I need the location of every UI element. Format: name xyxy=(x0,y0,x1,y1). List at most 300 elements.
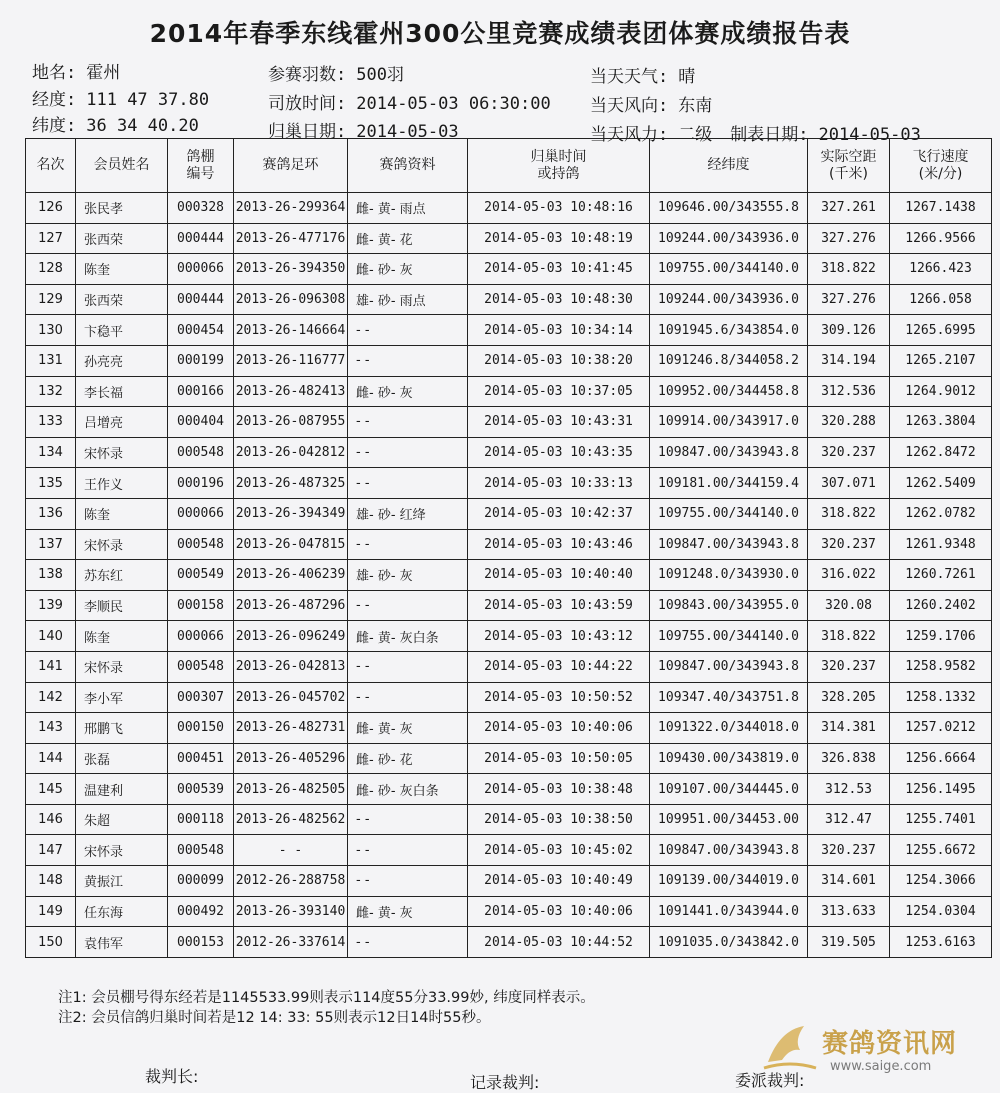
cell-member-name: 李顺民 xyxy=(76,590,168,621)
cell-ring-no: 2013-26-116777 xyxy=(234,345,348,376)
cell-rank: 136 xyxy=(26,498,76,529)
cell-coordinates: 109755.00/344140.0 xyxy=(650,498,808,529)
cell-member-name: 陈奎 xyxy=(76,621,168,652)
wind-direction-label: 当天风向: xyxy=(590,96,669,116)
cell-distance: 312.536 xyxy=(808,376,890,407)
cell-distance: 327.276 xyxy=(808,284,890,315)
cell-distance: 318.822 xyxy=(808,498,890,529)
cell-distance: 314.601 xyxy=(808,866,890,897)
cell-ring-no: - - xyxy=(234,835,348,866)
cell-return-time: 2014-05-03 10:40:06 xyxy=(468,713,650,744)
cell-distance: 307.071 xyxy=(808,468,890,499)
cell-ring-no: 2012-26-288758 xyxy=(234,866,348,897)
cell-bird-info: 雌- 黄- 灰 xyxy=(348,713,468,744)
cell-speed: 1266.058 xyxy=(890,284,992,315)
longitude-label: 经度: xyxy=(32,90,77,110)
cell-coordinates: 109646.00/343555.8 xyxy=(650,193,808,224)
cell-speed: 1261.9348 xyxy=(890,529,992,560)
cell-loft-no: 000099 xyxy=(168,866,234,897)
release-label: 司放时间: xyxy=(268,94,347,114)
cell-coordinates: 1091246.8/344058.2 xyxy=(650,345,808,376)
watermark-url: www.saige.com xyxy=(830,1059,932,1074)
cell-rank: 149 xyxy=(26,896,76,927)
cell-ring-no: 2012-26-337614 xyxy=(234,927,348,958)
table-row xyxy=(26,345,992,376)
cell-member-name: 宋怀录 xyxy=(76,835,168,866)
cell-coordinates: 1091248.0/343930.0 xyxy=(650,560,808,591)
watermark-text: 赛鸽资讯网 xyxy=(822,1029,958,1059)
cell-return-time: 2014-05-03 10:48:30 xyxy=(468,284,650,315)
cell-distance: 328.205 xyxy=(808,682,890,713)
cell-bird-info: 雄- 砂- 灰 xyxy=(348,560,468,591)
cell-speed: 1263.3804 xyxy=(890,407,992,438)
cell-loft-no: 000454 xyxy=(168,315,234,346)
cell-bird-info: - - xyxy=(348,866,468,897)
cell-bird-info: 雌- 黄- 花 xyxy=(348,223,468,254)
cell-return-time: 2014-05-03 10:34:14 xyxy=(468,315,650,346)
cell-rank: 137 xyxy=(26,529,76,560)
cell-ring-no: 2013-26-394349 xyxy=(234,498,348,529)
cell-coordinates: 109139.00/344019.0 xyxy=(650,866,808,897)
chief-judge-signature: 裁判长: xyxy=(145,1067,199,1086)
cell-ring-no: 2013-26-394350 xyxy=(234,254,348,285)
cell-coordinates: 109951.00/34453.00 xyxy=(650,804,808,835)
cell-loft-no: 000196 xyxy=(168,468,234,499)
cell-loft-no: 000492 xyxy=(168,896,234,927)
table-row xyxy=(26,835,992,866)
cell-rank: 140 xyxy=(26,621,76,652)
cell-return-time: 2014-05-03 10:44:52 xyxy=(468,927,650,958)
table-row xyxy=(26,804,992,835)
wind-force-label: 当天风力: xyxy=(590,125,669,145)
table-row xyxy=(26,498,992,529)
cell-rank: 150 xyxy=(26,927,76,958)
cell-ring-no: 2013-26-045702 xyxy=(234,682,348,713)
cell-return-time: 2014-05-03 10:41:45 xyxy=(468,254,650,285)
cell-bird-info: 雄- 砂- 雨点 xyxy=(348,284,468,315)
table-header-row xyxy=(26,139,992,193)
cell-coordinates: 109914.00/343917.0 xyxy=(650,407,808,438)
cell-return-time: 2014-05-03 10:43:59 xyxy=(468,590,650,621)
cell-distance: 312.47 xyxy=(808,804,890,835)
cell-member-name: 温建利 xyxy=(76,774,168,805)
cell-member-name: 宋怀录 xyxy=(76,437,168,468)
cell-rank: 143 xyxy=(26,713,76,744)
cell-loft-no: 000539 xyxy=(168,774,234,805)
watermark xyxy=(760,1015,990,1085)
cell-speed: 1262.0782 xyxy=(890,498,992,529)
weather-info xyxy=(590,62,695,87)
cell-member-name: 宋怀录 xyxy=(76,529,168,560)
cell-distance: 320.237 xyxy=(808,651,890,682)
cell-coordinates: 109107.00/344445.0 xyxy=(650,774,808,805)
cell-member-name: 张磊 xyxy=(76,743,168,774)
cell-loft-no: 000066 xyxy=(168,254,234,285)
longitude-value: 111 47 37.80 xyxy=(86,90,210,110)
table-row xyxy=(26,284,992,315)
cell-loft-no: 000548 xyxy=(168,651,234,682)
cell-ring-no: 2013-26-096308 xyxy=(234,284,348,315)
cell-rank: 126 xyxy=(26,193,76,224)
table-row xyxy=(26,223,992,254)
cell-loft-no: 000444 xyxy=(168,223,234,254)
cell-member-name: 苏东红 xyxy=(76,560,168,591)
table-body xyxy=(26,193,992,958)
cell-return-time: 2014-05-03 10:40:40 xyxy=(468,560,650,591)
cell-distance: 314.381 xyxy=(808,713,890,744)
cell-coordinates: 109843.00/343955.0 xyxy=(650,590,808,621)
count-label: 参赛羽数: xyxy=(268,65,347,85)
cell-member-name: 卞稳平 xyxy=(76,315,168,346)
made-date-value: 2014-05-03 xyxy=(818,125,921,145)
cell-bird-info: 雌- 砂- 灰白条 xyxy=(348,774,468,805)
cell-speed: 1255.6672 xyxy=(890,835,992,866)
table-row xyxy=(26,468,992,499)
table-row xyxy=(26,254,992,285)
cell-bird-info: - - xyxy=(348,315,468,346)
cell-return-time: 2014-05-03 10:42:37 xyxy=(468,498,650,529)
return-value: 2014-05-03 xyxy=(356,122,459,142)
cell-member-name: 袁伟军 xyxy=(76,927,168,958)
cell-speed: 1265.6995 xyxy=(890,315,992,346)
cell-distance: 326.838 xyxy=(808,743,890,774)
release-value: 2014-05-03 06:30:00 xyxy=(356,94,551,114)
longitude-info xyxy=(32,85,209,110)
cell-coordinates: 109847.00/343943.8 xyxy=(650,529,808,560)
results-table xyxy=(25,138,992,958)
cell-ring-no: 2013-26-482413 xyxy=(234,376,348,407)
table-row xyxy=(26,896,992,927)
cell-rank: 139 xyxy=(26,590,76,621)
table-row xyxy=(26,407,992,438)
cell-coordinates: 109847.00/343943.8 xyxy=(650,651,808,682)
table-row xyxy=(26,529,992,560)
cell-member-name: 李小军 xyxy=(76,682,168,713)
table-row xyxy=(26,560,992,591)
table-row xyxy=(26,866,992,897)
cell-bird-info: - - xyxy=(348,927,468,958)
cell-return-time: 2014-05-03 10:43:12 xyxy=(468,621,650,652)
cell-loft-no: 000166 xyxy=(168,376,234,407)
cell-speed: 1254.3066 xyxy=(890,866,992,897)
cell-loft-no: 000199 xyxy=(168,345,234,376)
cell-speed: 1267.1438 xyxy=(890,193,992,224)
release-info xyxy=(268,89,551,114)
cell-distance: 327.261 xyxy=(808,193,890,224)
cell-rank: 148 xyxy=(26,866,76,897)
cell-loft-no: 000066 xyxy=(168,621,234,652)
cell-speed: 1255.7401 xyxy=(890,804,992,835)
col-bird-info: 赛鸽资料 xyxy=(348,139,468,193)
cell-return-time: 2014-05-03 10:48:19 xyxy=(468,223,650,254)
notes xyxy=(58,988,595,1028)
cell-member-name: 黄振江 xyxy=(76,866,168,897)
cell-rank: 133 xyxy=(26,407,76,438)
cell-member-name: 陈奎 xyxy=(76,498,168,529)
cell-bird-info: - - xyxy=(348,835,468,866)
cell-coordinates: 109952.00/344458.8 xyxy=(650,376,808,407)
cell-speed: 1264.9012 xyxy=(890,376,992,407)
latitude-info xyxy=(32,111,199,136)
cell-return-time: 2014-05-03 10:37:05 xyxy=(468,376,650,407)
cell-member-name: 邢鹏飞 xyxy=(76,713,168,744)
cell-rank: 146 xyxy=(26,804,76,835)
cell-rank: 130 xyxy=(26,315,76,346)
cell-distance: 316.022 xyxy=(808,560,890,591)
cell-bird-info: 雄- 砂- 红绛 xyxy=(348,498,468,529)
wind-direction-info xyxy=(590,91,712,116)
cell-rank: 131 xyxy=(26,345,76,376)
cell-coordinates: 109430.00/343819.0 xyxy=(650,743,808,774)
cell-loft-no: 000328 xyxy=(168,193,234,224)
cell-coordinates: 109847.00/343943.8 xyxy=(650,437,808,468)
cell-rank: 145 xyxy=(26,774,76,805)
cell-speed: 1257.0212 xyxy=(890,713,992,744)
col-member: 会员姓名 xyxy=(76,139,168,193)
latitude-value: 36 34 40.20 xyxy=(86,116,199,136)
cell-coordinates: 109244.00/343936.0 xyxy=(650,284,808,315)
cell-loft-no: 000549 xyxy=(168,560,234,591)
col-coordinates: 经纬度 xyxy=(650,139,808,193)
col-distance: 实际空距 (千米) xyxy=(808,139,890,193)
cell-rank: 132 xyxy=(26,376,76,407)
latitude-label: 纬度: xyxy=(32,116,77,136)
table-row xyxy=(26,743,992,774)
cell-ring-no: 2013-26-393140 xyxy=(234,896,348,927)
cell-return-time: 2014-05-03 10:45:02 xyxy=(468,835,650,866)
wind-direction-value: 东南 xyxy=(678,96,713,116)
cell-speed: 1260.2402 xyxy=(890,590,992,621)
pigeon-logo-icon xyxy=(760,1020,820,1075)
cell-ring-no: 2013-26-482505 xyxy=(234,774,348,805)
table-row xyxy=(26,590,992,621)
count-info xyxy=(268,60,404,85)
table-row xyxy=(26,437,992,468)
table-row xyxy=(26,315,992,346)
place-label: 地名: xyxy=(32,63,77,83)
cell-speed: 1253.6163 xyxy=(890,927,992,958)
cell-loft-no: 000066 xyxy=(168,498,234,529)
col-speed: 飞行速度 (米/分) xyxy=(890,139,992,193)
cell-distance: 318.822 xyxy=(808,621,890,652)
table-row xyxy=(26,621,992,652)
cell-rank: 138 xyxy=(26,560,76,591)
col-rank: 名次 xyxy=(26,139,76,193)
cell-ring-no: 2013-26-146664 xyxy=(234,315,348,346)
cell-coordinates: 109181.00/344159.4 xyxy=(650,468,808,499)
cell-loft-no: 000158 xyxy=(168,590,234,621)
cell-member-name: 朱超 xyxy=(76,804,168,835)
cell-speed: 1258.9582 xyxy=(890,651,992,682)
cell-distance: 320.237 xyxy=(808,529,890,560)
cell-return-time: 2014-05-03 10:40:06 xyxy=(468,896,650,927)
cell-bird-info: - - xyxy=(348,804,468,835)
cell-loft-no: 000548 xyxy=(168,529,234,560)
cell-ring-no: 2013-26-047815 xyxy=(234,529,348,560)
cell-rank: 134 xyxy=(26,437,76,468)
cell-ring-no: 2013-26-042813 xyxy=(234,651,348,682)
col-ring: 赛鸽足环 xyxy=(234,139,348,193)
cell-member-name: 李长福 xyxy=(76,376,168,407)
cell-distance: 327.276 xyxy=(808,223,890,254)
cell-return-time: 2014-05-03 10:43:46 xyxy=(468,529,650,560)
table-row xyxy=(26,927,992,958)
cell-bird-info: - - xyxy=(348,529,468,560)
cell-return-time: 2014-05-03 10:43:35 xyxy=(468,437,650,468)
cell-bird-info: 雌- 黄- 灰 xyxy=(348,896,468,927)
cell-member-name: 陈奎 xyxy=(76,254,168,285)
table-row xyxy=(26,713,992,744)
cell-return-time: 2014-05-03 10:50:05 xyxy=(468,743,650,774)
cell-rank: 144 xyxy=(26,743,76,774)
cell-speed: 1258.1332 xyxy=(890,682,992,713)
place-value: 霍州 xyxy=(86,63,121,83)
cell-bird-info: - - xyxy=(348,590,468,621)
cell-ring-no: 2013-26-482731 xyxy=(234,713,348,744)
cell-coordinates: 109847.00/343943.8 xyxy=(650,835,808,866)
cell-return-time: 2014-05-03 10:50:52 xyxy=(468,682,650,713)
cell-loft-no: 000444 xyxy=(168,284,234,315)
cell-member-name: 张民孝 xyxy=(76,193,168,224)
cell-return-time: 2014-05-03 10:40:49 xyxy=(468,866,650,897)
cell-distance: 320.237 xyxy=(808,835,890,866)
cell-speed: 1256.1495 xyxy=(890,774,992,805)
cell-member-name: 王作义 xyxy=(76,468,168,499)
cell-rank: 135 xyxy=(26,468,76,499)
cell-bird-info: 雌- 砂- 灰 xyxy=(348,376,468,407)
cell-return-time: 2014-05-03 10:38:20 xyxy=(468,345,650,376)
cell-ring-no: 2013-26-042812 xyxy=(234,437,348,468)
cell-speed: 1266.423 xyxy=(890,254,992,285)
weather-label: 当天天气: xyxy=(590,67,669,87)
cell-return-time: 2014-05-03 10:38:48 xyxy=(468,774,650,805)
return-label: 归巢日期: xyxy=(268,122,347,142)
cell-loft-no: 000307 xyxy=(168,682,234,713)
cell-member-name: 张西荣 xyxy=(76,223,168,254)
wind-force-value: 二级 xyxy=(678,125,713,145)
cell-ring-no: 2013-26-487296 xyxy=(234,590,348,621)
cell-bird-info: - - xyxy=(348,407,468,438)
cell-speed: 1260.7261 xyxy=(890,560,992,591)
cell-ring-no: 2013-26-487325 xyxy=(234,468,348,499)
cell-bird-info: 雌- 黄- 灰白条 xyxy=(348,621,468,652)
assigned-judge-signature: 委派裁判: xyxy=(735,1071,805,1090)
cell-loft-no: 000548 xyxy=(168,437,234,468)
cell-return-time: 2014-05-03 10:48:16 xyxy=(468,193,650,224)
cell-ring-no: 2013-26-405296 xyxy=(234,743,348,774)
cell-coordinates: 1091322.0/344018.0 xyxy=(650,713,808,744)
page-title: 2014年春季东线霍州300公里竞赛成绩表团体赛成绩报告表 xyxy=(149,19,851,48)
cell-loft-no: 000118 xyxy=(168,804,234,835)
cell-coordinates: 109755.00/344140.0 xyxy=(650,621,808,652)
cell-member-name: 宋怀录 xyxy=(76,651,168,682)
cell-return-time: 2014-05-03 10:44:22 xyxy=(468,651,650,682)
cell-return-time: 2014-05-03 10:38:50 xyxy=(468,804,650,835)
cell-member-name: 吕增亮 xyxy=(76,407,168,438)
cell-ring-no: 2013-26-482562 xyxy=(234,804,348,835)
table-row xyxy=(26,193,992,224)
cell-loft-no: 000451 xyxy=(168,743,234,774)
cell-speed: 1262.5409 xyxy=(890,468,992,499)
cell-bird-info: 雌- 黄- 雨点 xyxy=(348,193,468,224)
made-date-label: 制表日期: xyxy=(730,125,809,145)
note-2: 注2: 会员信鸽归巢时间若是12 14: 33: 55则表示12日14时55秒。 xyxy=(58,1010,491,1026)
cell-coordinates: 1091441.0/343944.0 xyxy=(650,896,808,927)
cell-bird-info: - - xyxy=(348,345,468,376)
weather-value: 晴 xyxy=(678,67,696,87)
cell-coordinates: 109755.00/344140.0 xyxy=(650,254,808,285)
cell-loft-no: 000548 xyxy=(168,835,234,866)
cell-ring-no: 2013-26-087955 xyxy=(234,407,348,438)
cell-speed: 1256.6664 xyxy=(890,743,992,774)
cell-rank: 142 xyxy=(26,682,76,713)
cell-bird-info: 雌- 砂- 灰 xyxy=(348,254,468,285)
cell-rank: 128 xyxy=(26,254,76,285)
cell-bird-info: - - xyxy=(348,437,468,468)
cell-ring-no: 2013-26-477176 xyxy=(234,223,348,254)
cell-ring-no: 2013-26-299364 xyxy=(234,193,348,224)
cell-coordinates: 1091035.0/343842.0 xyxy=(650,927,808,958)
cell-distance: 312.53 xyxy=(808,774,890,805)
cell-loft-no: 000404 xyxy=(168,407,234,438)
cell-bird-info: - - xyxy=(348,468,468,499)
cell-distance: 320.08 xyxy=(808,590,890,621)
cell-bird-info: 雌- 砂- 花 xyxy=(348,743,468,774)
cell-member-name: 张西荣 xyxy=(76,284,168,315)
count-value: 500羽 xyxy=(356,65,404,85)
cell-return-time: 2014-05-03 10:33:13 xyxy=(468,468,650,499)
cell-return-time: 2014-05-03 10:43:31 xyxy=(468,407,650,438)
cell-distance: 318.822 xyxy=(808,254,890,285)
cell-ring-no: 2013-26-096249 xyxy=(234,621,348,652)
cell-distance: 320.237 xyxy=(808,437,890,468)
cell-distance: 314.194 xyxy=(808,345,890,376)
cell-loft-no: 000153 xyxy=(168,927,234,958)
cell-coordinates: 1091945.6/343854.0 xyxy=(650,315,808,346)
table-row xyxy=(26,651,992,682)
cell-rank: 127 xyxy=(26,223,76,254)
cell-bird-info: - - xyxy=(348,682,468,713)
cell-distance: 313.633 xyxy=(808,896,890,927)
cell-loft-no: 000150 xyxy=(168,713,234,744)
table-row xyxy=(26,774,992,805)
cell-speed: 1265.2107 xyxy=(890,345,992,376)
cell-speed: 1266.9566 xyxy=(890,223,992,254)
cell-rank: 147 xyxy=(26,835,76,866)
cell-rank: 141 xyxy=(26,651,76,682)
cell-coordinates: 109244.00/343936.0 xyxy=(650,223,808,254)
cell-distance: 319.505 xyxy=(808,927,890,958)
cell-speed: 1262.8472 xyxy=(890,437,992,468)
cell-member-name: 孙亮亮 xyxy=(76,345,168,376)
table-row xyxy=(26,682,992,713)
cell-distance: 320.288 xyxy=(808,407,890,438)
cell-ring-no: 2013-26-406239 xyxy=(234,560,348,591)
place-info xyxy=(32,58,120,83)
recorder-judge-signature: 记录裁判: xyxy=(470,1073,540,1092)
col-return-time: 归巢时间 或持鸽 xyxy=(468,139,650,193)
col-loft-no: 鸽棚 编号 xyxy=(168,139,234,193)
cell-distance: 309.126 xyxy=(808,315,890,346)
cell-bird-info: - - xyxy=(348,651,468,682)
note-1: 注1: 会员棚号得东经若是1145533.99则表示114度55分33.99妙, 纬度同样表示。 xyxy=(58,990,595,1006)
cell-coordinates: 109347.40/343751.8 xyxy=(650,682,808,713)
cell-rank: 129 xyxy=(26,284,76,315)
cell-member-name: 任东海 xyxy=(76,896,168,927)
table-row xyxy=(26,376,992,407)
cell-speed: 1254.0304 xyxy=(890,896,992,927)
cell-speed: 1259.1706 xyxy=(890,621,992,652)
